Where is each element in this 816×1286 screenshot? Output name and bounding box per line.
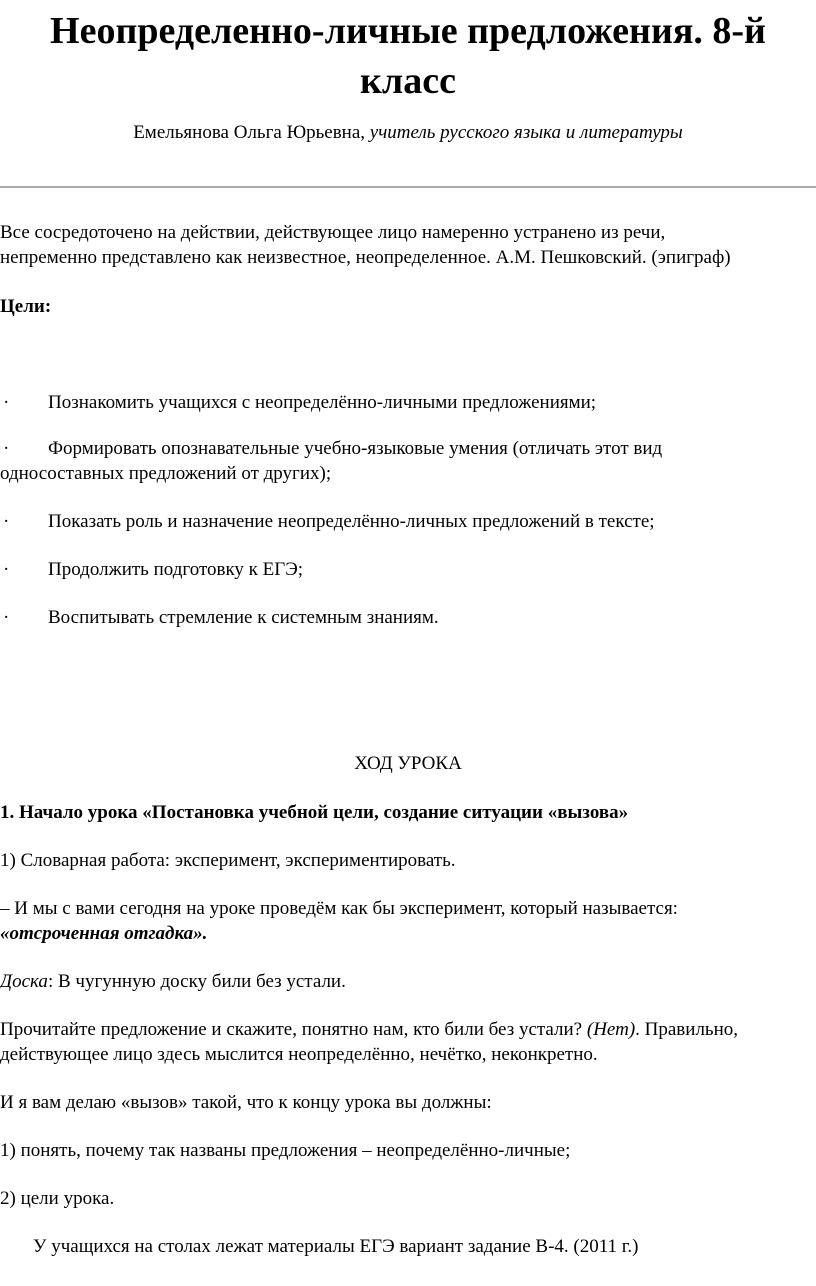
author-line — [0, 120, 816, 146]
goal-text: Формировать опознавательные учебно-языковые умения (отличать этот вид — [48, 438, 663, 459]
author-name: Емельянова Ольга Юрьевна, — [133, 122, 366, 143]
page-title — [0, 6, 816, 106]
experiment-line-2: «отсроченная отгадка». — [0, 923, 208, 944]
lesson-heading: ХОД УРОКА — [354, 753, 462, 774]
section-1-heading: 1. Начало урока «Постановка учебной цели, создание ситуации «вызова» — [0, 802, 629, 823]
vocabulary-work: 1) Словарная работа: эксперимент, экспериментировать. — [0, 850, 456, 871]
bullet-icon: · — [3, 607, 10, 628]
goal-text: Показать роль и назначение неопределённо-личных предложений в тексте; — [48, 511, 655, 532]
question-line-1 — [0, 1017, 816, 1042]
bullet-icon: · — [3, 438, 10, 459]
goal-text: Познакомить учащихся с неопределённо-личными предложениями; — [48, 392, 597, 413]
bullet-icon: · — [3, 559, 10, 580]
bullet-icon: · — [3, 392, 10, 413]
question-text: Прочитайте предложение и скажите, понятно нам, кто били без устали? — [0, 1019, 587, 1040]
horizontal-divider — [0, 186, 816, 188]
challenge-text: И я вам делаю «вызов» такой, что к концу урока вы должны: — [0, 1092, 492, 1113]
epigraph-line-1: Все сосредоточено на действии, действующее лицо намеренно устранено из речи, — [0, 222, 666, 243]
bullet-icon: · — [3, 511, 10, 532]
epigraph-line-2: непременно представлено как неизвестное, неопределенное. А.М. Пешковский. (эпиграф) — [0, 247, 731, 268]
question-line-2: действующее лицо здесь мыслится неопределённо, нечётко, неконкретно. — [0, 1044, 598, 1065]
question-tail: . Правильно, — [635, 1019, 739, 1040]
question-answer: (Нет) — [586, 1019, 636, 1040]
board-label: Доска — [0, 971, 48, 992]
goal-text-continuation: односоставных предложений от других); — [0, 463, 332, 484]
board-sentence — [0, 969, 816, 994]
experiment-line-1: – И мы с вами сегодня на уроке проведём как бы эксперимент, который называется: — [0, 898, 678, 919]
goal-text: Воспитывать стремление к системным знаниям. — [48, 607, 439, 628]
board-text: : В чугунную доску били без устали. — [47, 971, 346, 992]
goal-text: Продолжить подготовку к ЕГЭ; — [48, 559, 304, 580]
author-role: учитель русского языка и литературы — [369, 122, 683, 143]
goals-heading: Цели: — [0, 296, 52, 317]
challenge-point-2: 2) цели урока. — [0, 1188, 115, 1209]
title-line-1: Неопределенно-личные предложения. 8-й — [50, 10, 766, 52]
challenge-point-1: 1) понять, почему так названы предложения – неопределённо-личные; — [0, 1140, 571, 1161]
title-line-2: класс — [360, 60, 456, 102]
materials-note: У учащихся на столах лежат материалы ЕГЭ вариант задание В-4. (2011 г.) — [33, 1236, 639, 1257]
